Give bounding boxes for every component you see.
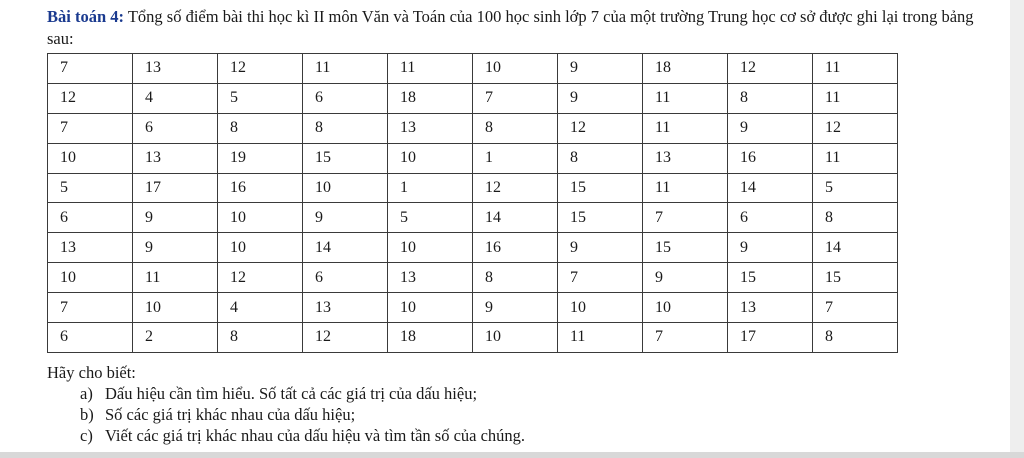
table-cell: 11 xyxy=(643,113,728,143)
table-cell: 10 xyxy=(218,203,303,233)
table-cell: 11 xyxy=(813,83,898,113)
table-cell: 6 xyxy=(48,203,133,233)
table-cell: 10 xyxy=(133,293,218,323)
table-cell: 12 xyxy=(473,173,558,203)
table-cell: 7 xyxy=(558,263,643,293)
table-cell: 7 xyxy=(48,113,133,143)
table-cell: 8 xyxy=(558,143,643,173)
table-cell: 11 xyxy=(558,323,643,353)
table-cell: 13 xyxy=(388,113,473,143)
table-cell: 9 xyxy=(558,54,643,84)
question-item-a xyxy=(80,383,525,404)
table-cell: 14 xyxy=(303,233,388,263)
table-cell: 15 xyxy=(558,203,643,233)
score-table-body xyxy=(48,54,898,353)
table-cell: 5 xyxy=(813,173,898,203)
table-cell: 12 xyxy=(48,83,133,113)
table-cell: 7 xyxy=(643,203,728,233)
table-cell: 11 xyxy=(643,83,728,113)
table-row xyxy=(48,203,898,233)
table-row xyxy=(48,83,898,113)
table-cell: 10 xyxy=(303,173,388,203)
question-mark: b) xyxy=(80,405,94,424)
table-cell: 7 xyxy=(473,83,558,113)
table-cell: 17 xyxy=(133,173,218,203)
table-cell: 6 xyxy=(133,113,218,143)
table-cell: 18 xyxy=(388,323,473,353)
table-cell: 12 xyxy=(303,323,388,353)
table-cell: 16 xyxy=(473,233,558,263)
table-cell: 1 xyxy=(388,173,473,203)
table-cell: 4 xyxy=(133,83,218,113)
table-cell: 18 xyxy=(388,83,473,113)
table-cell: 13 xyxy=(303,293,388,323)
table-cell: 11 xyxy=(303,54,388,84)
table-cell: 5 xyxy=(48,173,133,203)
table-cell: 6 xyxy=(303,263,388,293)
table-cell: 11 xyxy=(813,54,898,84)
table-cell: 15 xyxy=(558,173,643,203)
question-text: Viết các giá trị khác nhau của dấu hiệu và tìm tần số của chúng. xyxy=(105,426,526,445)
table-cell: 8 xyxy=(728,83,813,113)
table-cell: 1 xyxy=(473,143,558,173)
table-cell: 12 xyxy=(218,263,303,293)
table-cell: 16 xyxy=(728,143,813,173)
table-cell: 6 xyxy=(728,203,813,233)
table-row xyxy=(48,263,898,293)
table-cell: 4 xyxy=(218,293,303,323)
table-cell: 13 xyxy=(48,233,133,263)
table-cell: 13 xyxy=(728,293,813,323)
table-cell: 9 xyxy=(558,233,643,263)
table-cell: 8 xyxy=(218,323,303,353)
table-row xyxy=(48,293,898,323)
table-cell: 2 xyxy=(133,323,218,353)
question-mark: a) xyxy=(80,384,93,403)
table-cell: 7 xyxy=(813,293,898,323)
table-cell: 10 xyxy=(48,143,133,173)
table-cell: 9 xyxy=(473,293,558,323)
table-cell: 10 xyxy=(643,293,728,323)
table-cell: 13 xyxy=(388,263,473,293)
table-cell: 12 xyxy=(218,54,303,84)
table-cell: 9 xyxy=(133,203,218,233)
table-cell: 9 xyxy=(728,233,813,263)
table-row xyxy=(48,143,898,173)
table-cell: 10 xyxy=(473,54,558,84)
question-item-b xyxy=(80,404,525,425)
table-row xyxy=(48,233,898,263)
table-cell: 13 xyxy=(133,54,218,84)
question-item-c xyxy=(80,425,525,446)
table-cell: 15 xyxy=(813,263,898,293)
problem-label: Bài toán 4: xyxy=(47,7,125,26)
table-cell: 8 xyxy=(218,113,303,143)
table-cell: 9 xyxy=(728,113,813,143)
table-cell: 12 xyxy=(728,54,813,84)
problem-statement xyxy=(47,6,977,50)
table-cell: 18 xyxy=(643,54,728,84)
table-cell: 10 xyxy=(218,233,303,263)
table-cell: 8 xyxy=(473,263,558,293)
table-cell: 11 xyxy=(133,263,218,293)
table-cell: 5 xyxy=(218,83,303,113)
table-cell: 10 xyxy=(473,323,558,353)
table-cell: 9 xyxy=(303,203,388,233)
table-cell: 16 xyxy=(218,173,303,203)
table-cell: 10 xyxy=(48,263,133,293)
table-cell: 10 xyxy=(388,293,473,323)
question-text: Dấu hiệu cần tìm hiểu. Số tất cả các giá trị của dấu hiệu; xyxy=(105,384,478,403)
table-cell: 8 xyxy=(813,323,898,353)
table-cell: 6 xyxy=(303,83,388,113)
table-cell: 8 xyxy=(813,203,898,233)
table-cell: 10 xyxy=(388,143,473,173)
table-row xyxy=(48,173,898,203)
table-cell: 11 xyxy=(813,143,898,173)
table-row xyxy=(48,54,898,84)
table-cell: 7 xyxy=(48,293,133,323)
table-cell: 17 xyxy=(728,323,813,353)
score-table xyxy=(47,53,898,353)
page-edge-bottom xyxy=(0,452,1024,458)
table-cell: 15 xyxy=(303,143,388,173)
table-row xyxy=(48,113,898,143)
table-cell: 13 xyxy=(133,143,218,173)
table-row xyxy=(48,323,898,353)
table-cell: 7 xyxy=(643,323,728,353)
table-cell: 6 xyxy=(48,323,133,353)
table-cell: 10 xyxy=(388,233,473,263)
table-cell: 8 xyxy=(473,113,558,143)
questions-prompt: Hãy cho biết: xyxy=(47,363,136,382)
table-cell: 14 xyxy=(473,203,558,233)
questions-section xyxy=(47,362,525,446)
table-cell: 12 xyxy=(813,113,898,143)
question-mark: c) xyxy=(80,426,93,445)
table-cell: 5 xyxy=(388,203,473,233)
table-cell: 11 xyxy=(388,54,473,84)
table-cell: 7 xyxy=(48,54,133,84)
table-cell: 9 xyxy=(133,233,218,263)
table-cell: 11 xyxy=(643,173,728,203)
table-cell: 9 xyxy=(643,263,728,293)
question-text: Số các giá trị khác nhau của dấu hiệu; xyxy=(105,405,356,424)
table-cell: 12 xyxy=(558,113,643,143)
table-cell: 9 xyxy=(558,83,643,113)
table-cell: 8 xyxy=(303,113,388,143)
problem-text: Tổng số điểm bài thi học kì II môn Văn và Toán của 100 học sinh lớp 7 của một trường Trung học cơ sở được ghi lại trong bảng sau: xyxy=(47,7,974,48)
table-cell: 19 xyxy=(218,143,303,173)
page-edge-right xyxy=(1010,0,1024,458)
table-cell: 15 xyxy=(643,233,728,263)
table-cell: 14 xyxy=(813,233,898,263)
table-cell: 14 xyxy=(728,173,813,203)
table-cell: 10 xyxy=(558,293,643,323)
table-cell: 13 xyxy=(643,143,728,173)
table-cell: 15 xyxy=(728,263,813,293)
